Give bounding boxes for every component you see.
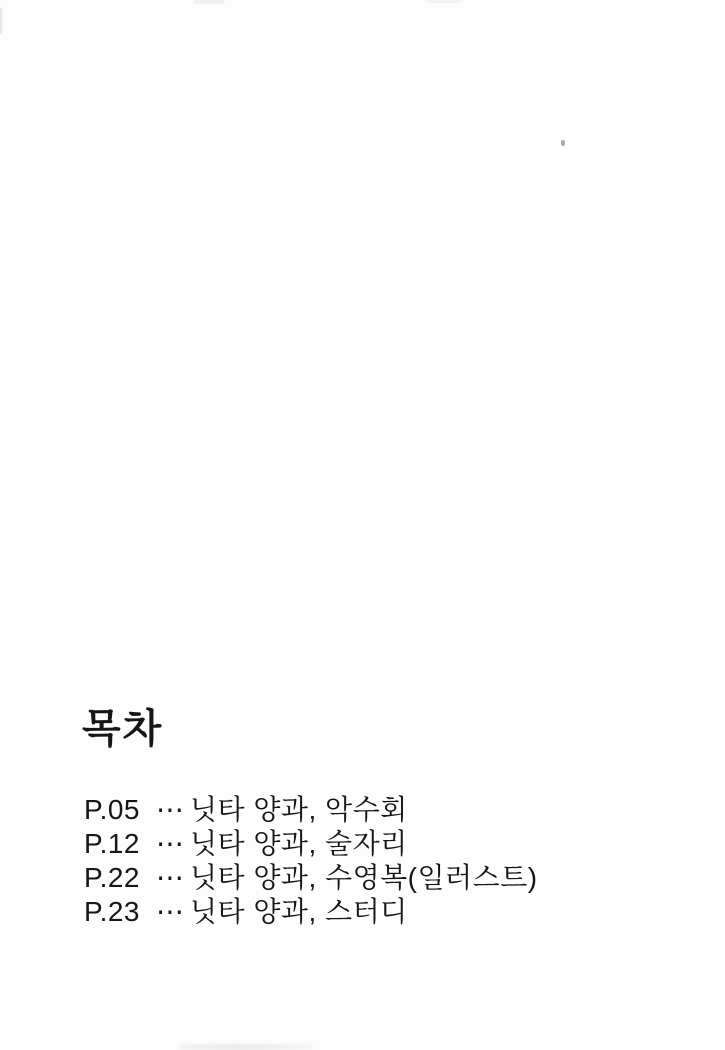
toc-entry-title: 닛타 양과, 수영복(일러스트) (190, 862, 538, 893)
page-title: 목차 (82, 707, 164, 751)
toc-entry (84, 861, 538, 895)
toc-page-number: P.22 (84, 862, 140, 893)
toc-page-number: P.05 (84, 794, 140, 825)
scan-artifact-bottom-smudge (180, 1044, 312, 1050)
toc-entry-title: 닛타 양과, 악수회 (190, 794, 408, 825)
toc-separator: ⋯ (156, 896, 184, 927)
toc-page-number: P.12 (84, 828, 140, 859)
toc-entry (84, 827, 538, 861)
toc-separator: ⋯ (156, 828, 184, 859)
toc-entry (84, 793, 538, 827)
scan-artifact-top-right (427, 0, 461, 3)
toc-entry (84, 895, 538, 929)
toc-separator: ⋯ (156, 862, 184, 893)
scan-artifact-top-left (193, 0, 225, 4)
toc-entry-title: 닛타 양과, 술자리 (190, 828, 408, 859)
toc-page-number: P.23 (84, 896, 140, 927)
toc-separator: ⋯ (156, 794, 184, 825)
scan-speck (561, 140, 565, 146)
scan-artifact-left-edge (0, 8, 2, 34)
toc-entry-title: 닛타 양과, 스터디 (190, 896, 408, 927)
table-of-contents (84, 793, 538, 929)
